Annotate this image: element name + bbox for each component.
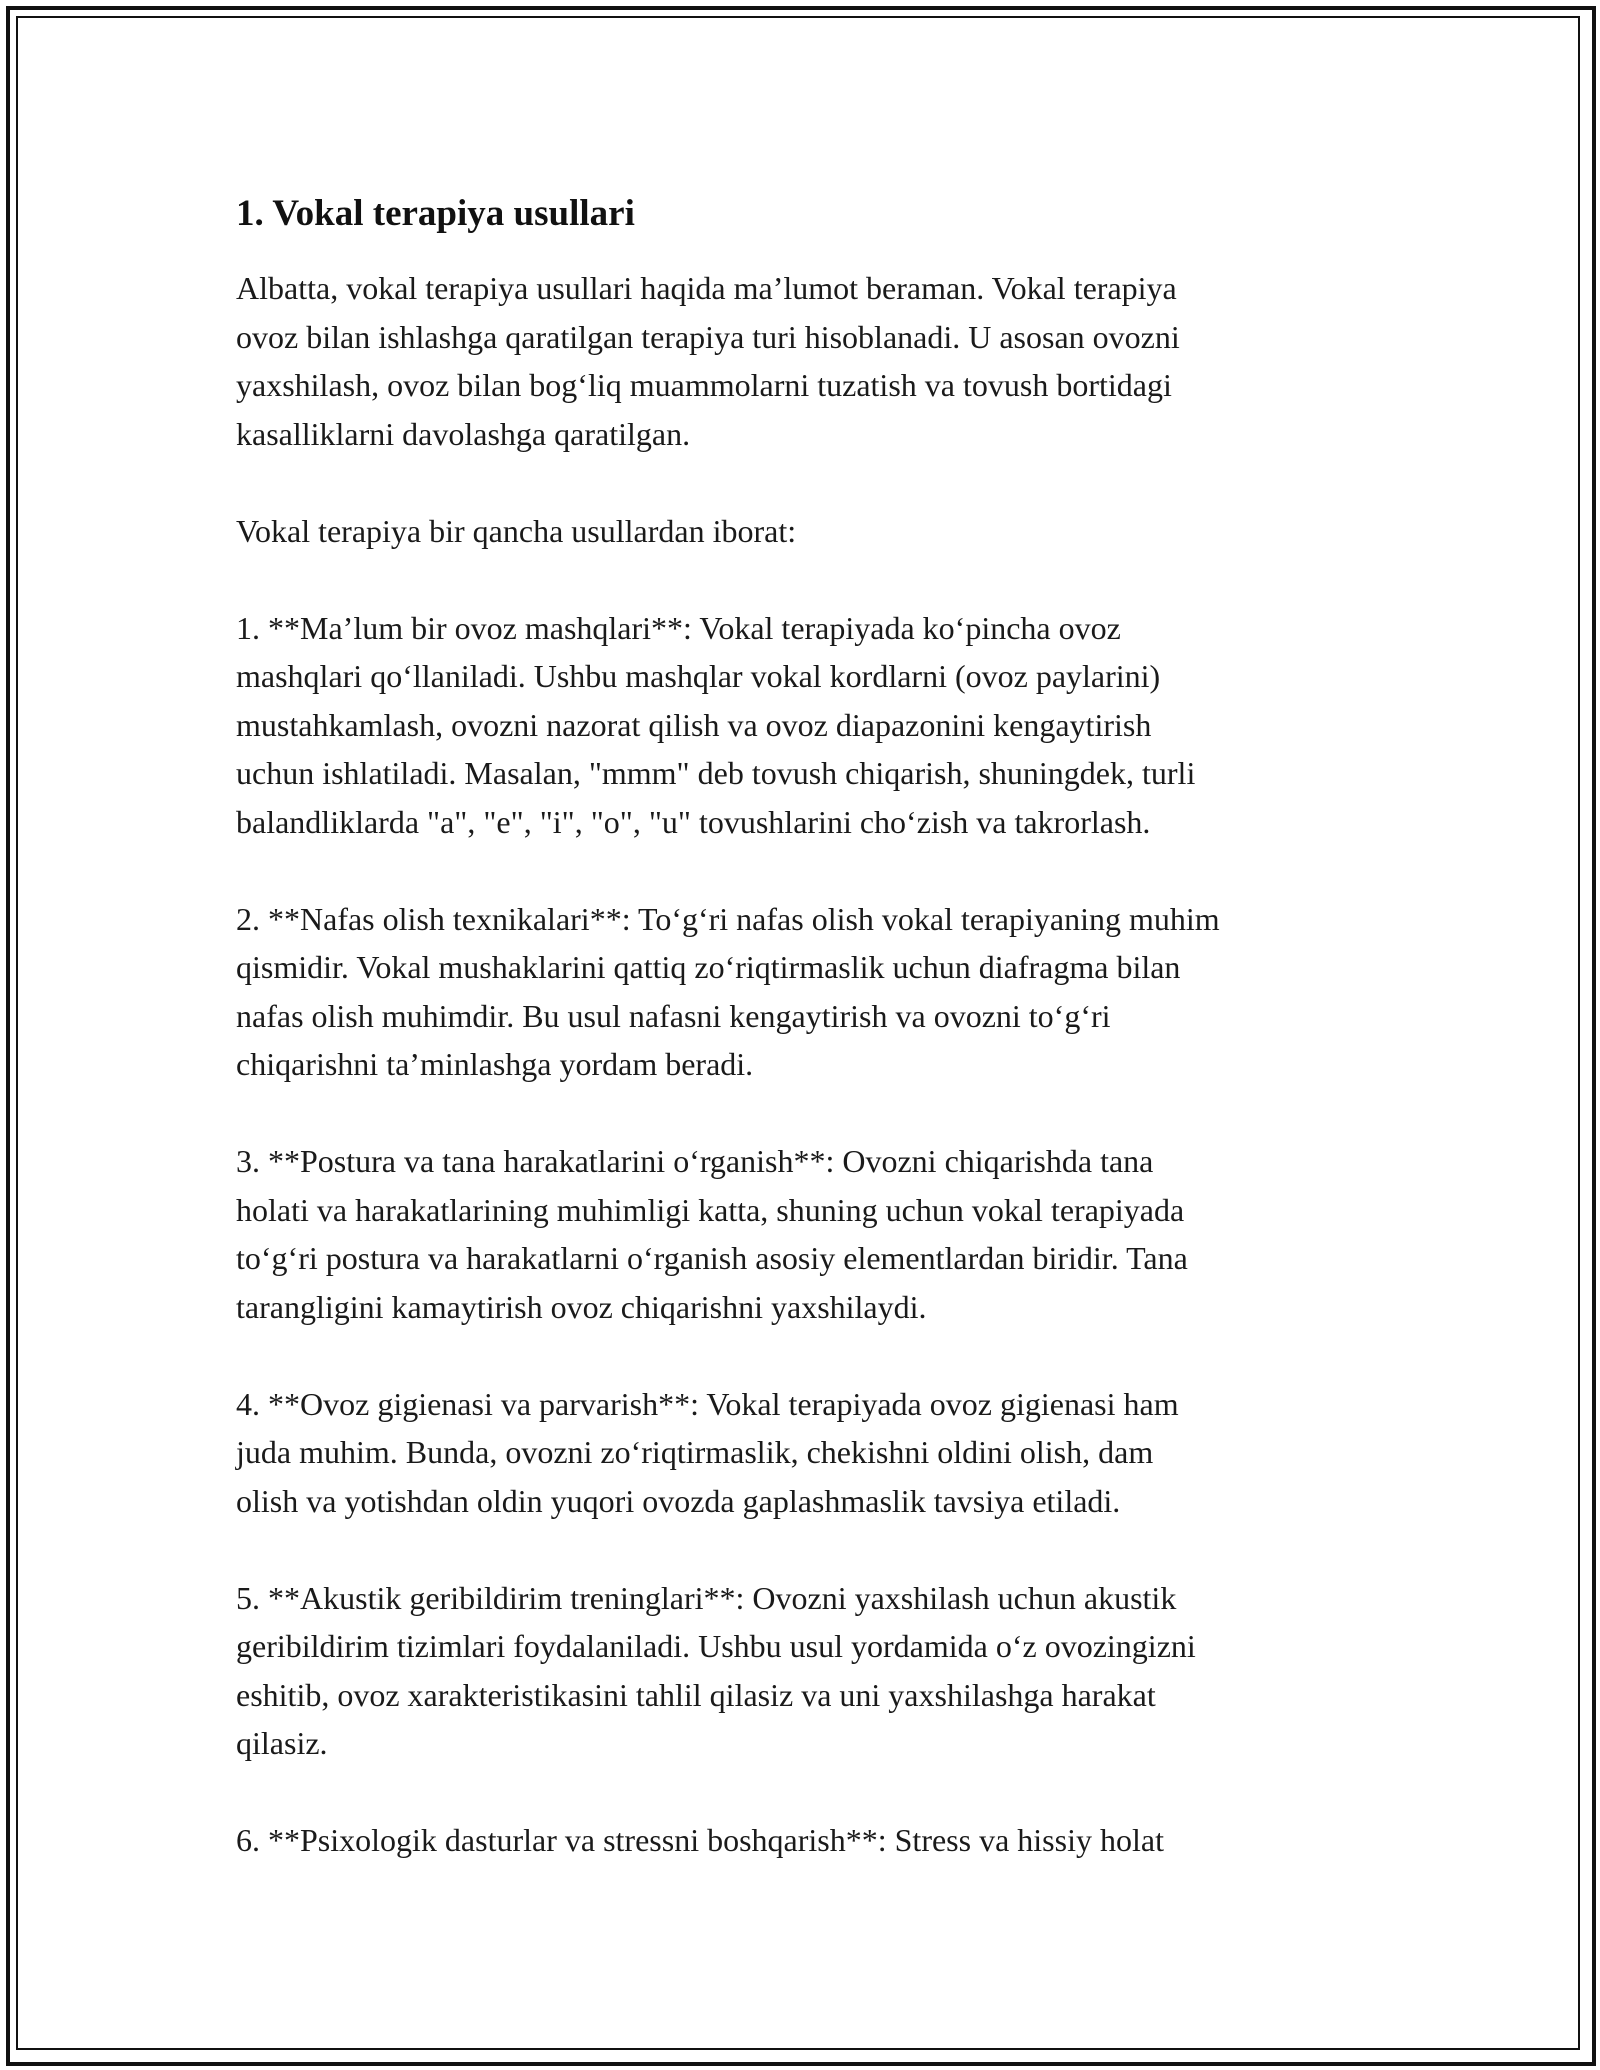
text-line: 6. **Psixologik dasturlar va stressni boshqarish**: Stress va hissiy holat	[236, 1822, 1164, 1858]
text-line: ovoz bilan ishlashga qaratilgan terapiya turi hisoblanadi. U asosan ovozni	[236, 318, 1180, 355]
method-item-5	[236, 1574, 1376, 1768]
text-line: tarangligini kamaytirish ovoz chiqarishni yaxshilaydi.	[236, 1288, 927, 1325]
text-line: 1. **Ma’lum bir ovoz mashqlari**: Vokal terapiyada ko‘pincha ovoz	[236, 609, 1121, 646]
method-item-6	[236, 1816, 1376, 1865]
text-line: mashqlari qo‘llaniladi. Ushbu mashqlar vokal kordlarni (ovoz paylarini)	[236, 658, 1161, 694]
text-line: qilasiz.	[236, 1725, 328, 1761]
text-line: kasalliklarni davolashga qaratilgan.	[236, 415, 691, 452]
text-line: 5. **Akustik geribildirim treninglari**: Ovozni yaxshilash uchun akustik	[236, 1579, 1177, 1616]
method-item-4	[236, 1380, 1376, 1526]
text-line: yaxshilash, ovoz bilan bog‘liq muammolarni tuzatish va tovush bortidagi	[236, 367, 1172, 403]
text-line: mustahkamlash, ovozni nazorat qilish va ovoz diapazonini kengaytirish	[236, 706, 1152, 743]
text-line: Vokal terapiya bir qancha usullardan iborat:	[236, 512, 797, 549]
intro-paragraph	[236, 264, 1376, 458]
text-line: juda muhim. Bunda, ovozni zo‘riqtirmaslik, chekishni oldini olish, dam	[236, 1434, 1154, 1470]
text-line: holati va harakatlarining muhimligi katta, shuning uchun vokal terapiyada	[236, 1191, 1185, 1228]
text-line: 3. **Postura va tana harakatlarini o‘rganish**: Ovozni chiqarishda tana	[236, 1143, 1154, 1179]
text-line: 2. **Nafas olish texnikalari**: To‘g‘ri nafas olish vokal terapiyaning muhim	[236, 900, 1220, 937]
text-line: Albatta, vokal terapiya usullari haqida ma’lumot beraman. Vokal terapiya	[236, 270, 1177, 306]
text-line: 4. **Ovoz gigienasi va parvarish**: Vokal terapiyada ovoz gigienasi ham	[236, 1385, 1179, 1422]
text-line: qismidir. Vokal mushaklarini qattiq zo‘riqtirmaslik uchun diafragma bilan	[236, 949, 1181, 985]
text-line: geribildirim tizimlari foydalaniladi. Ushbu usul yordamida o‘z ovozingizni	[236, 1628, 1196, 1664]
methods-intro-paragraph	[236, 507, 1376, 556]
text-line: to‘g‘ri postura va harakatlarni o‘rganish asosiy elementlardan biridir. Tana	[236, 1240, 1188, 1276]
method-item-3	[236, 1137, 1376, 1331]
method-item-2	[236, 895, 1376, 1089]
section-heading: 1. Vokal terapiya usullari	[236, 193, 635, 234]
document-page	[236, 186, 1376, 1865]
method-item-1	[236, 604, 1376, 847]
text-line: nafas olish muhimdir. Bu usul nafasni kengaytirish va ovozni to‘g‘ri	[236, 997, 1111, 1034]
text-line: balandliklarda "a", "e", "i", "o", "u" tovushlarini cho‘zish va takrorlash.	[236, 803, 1151, 840]
text-line: olish va yotishdan oldin yuqori ovozda gaplashmaslik tavsiya etiladi.	[236, 1482, 1121, 1519]
text-line: eshitib, ovoz xarakteristikasini tahlil qilasiz va uni yaxshilashga harakat	[236, 1676, 1156, 1713]
text-line: chiqarishni ta’minlashga yordam beradi.	[236, 1046, 754, 1082]
text-line: uchun ishlatiladi. Masalan, "mmm" deb tovush chiqarish, shuningdek, turli	[236, 755, 1196, 791]
